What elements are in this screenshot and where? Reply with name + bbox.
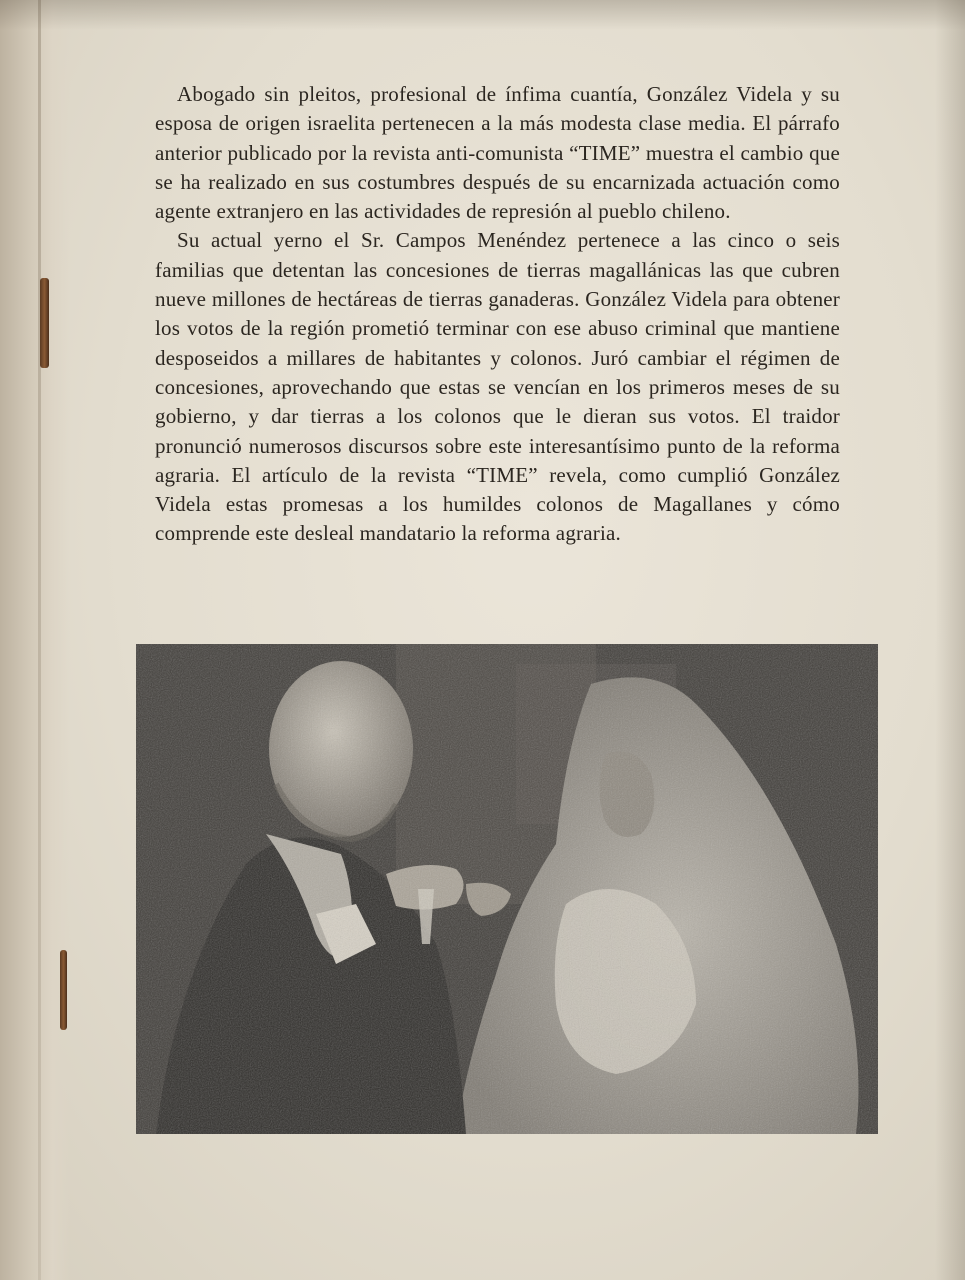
photograph-illustration: [136, 644, 878, 1134]
top-edge-shadow: [0, 0, 965, 30]
right-edge-shadow: [935, 0, 965, 1280]
binding-gutter: [0, 0, 70, 1280]
staple-top: [40, 278, 49, 368]
halftone-photograph: [136, 644, 878, 1134]
binding-fold-line: [38, 0, 41, 1280]
body-text: [155, 80, 840, 549]
paragraph-2: Su actual yerno el Sr. Campos Menéndez pertenece a las cinco o seis familias que detentan las concesiones de tierras magallánicas las que cubren nueve millones de hectáreas de tierras ganaderas. González Videla para obtener los votos de la región prometió terminar con ese abuso criminal que mantiene desposeidos a millares de habitantes y colonos. Juró cambiar el régimen de concesiones, aprovechando que estas se vencían en los primeros meses de su gobierno, y dar tierras a los colonos que le dieran sus votos. El traidor pronunció numerosos discursos sobre este interesantísimo punto de la reforma agraria. El artículo de la revista “TIME” revela, como cumplió González Videla estas promesas a los humildes colonos de Magallanes y cómo comprende este desleal mandatario la reforma agraria.: [155, 228, 840, 546]
paragraph-1: Abogado sin pleitos, profesional de ínfima cuantía, González Videla y su esposa de origen israelita pertenecen a la más modesta clase media. El párrafo anterior publicado por la revista anti-comunista “TIME” muestra el cambio que se ha realizado en sus costumbres después de su encarnizada actuación como agente extranjero en las actividades de represión al pueblo chileno.: [155, 82, 840, 224]
staple-bottom: [60, 950, 67, 1030]
